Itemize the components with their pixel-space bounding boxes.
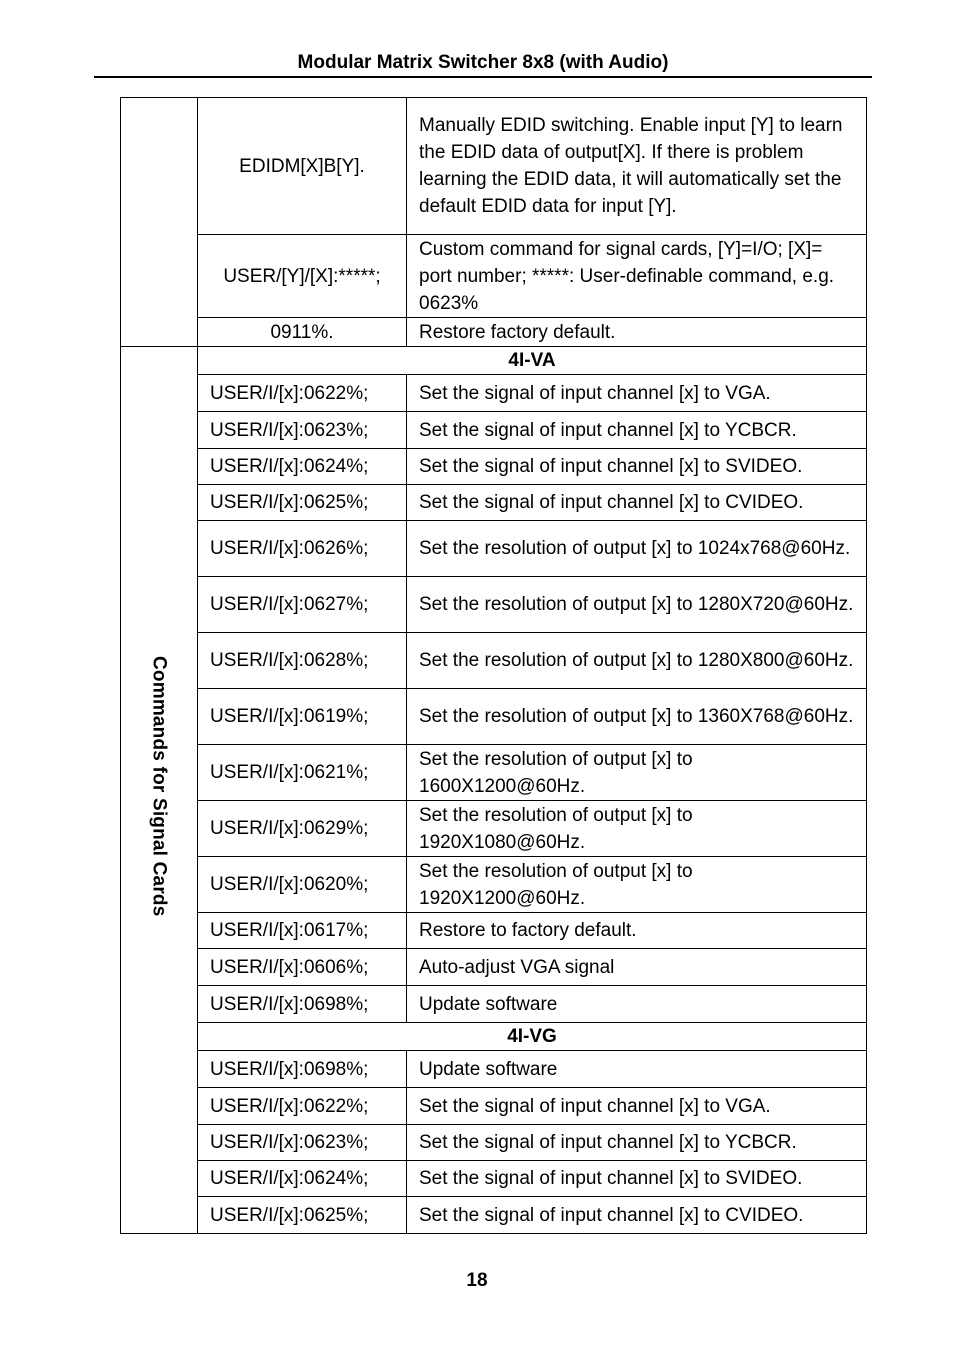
table-row — [121, 375, 867, 412]
command-cell: USER/[Y]/[X]:*****; — [198, 235, 407, 318]
description-cell: Set the resolution of output [x] to 1920X1080@60Hz. — [407, 801, 867, 857]
description-cell: Set the signal of input channel [x] to SVIDEO. — [407, 1161, 867, 1197]
table-row — [121, 633, 867, 689]
command-cell: EDIDM[X]B[Y]. — [198, 98, 407, 235]
category-label: Commands for Signal Cards — [148, 655, 170, 917]
command-cell: USER/I/[x]:0606%; — [198, 949, 407, 986]
command-cell: USER/I/[x]:0617%; — [198, 913, 407, 949]
command-cell: USER/I/[x]:0626%; — [198, 521, 407, 577]
description-cell: Set the signal of input channel [x] to SVIDEO. — [407, 449, 867, 485]
table-row — [121, 521, 867, 577]
command-cell: USER/I/[x]:0698%; — [198, 986, 407, 1023]
page-number: 18 — [466, 1270, 488, 1291]
section-row — [121, 1023, 867, 1051]
command-cell: USER/I/[x]:0623%; — [198, 412, 407, 449]
description-cell: Set the signal of input channel [x] to CVIDEO. — [407, 485, 867, 521]
description-cell: Set the signal of input channel [x] to YCBCR. — [407, 412, 867, 449]
table-row — [121, 235, 867, 318]
table-row — [121, 577, 867, 633]
table-row — [121, 1051, 867, 1088]
table-row — [121, 1161, 867, 1197]
command-cell: USER/I/[x]:0621%; — [198, 745, 407, 801]
description-cell: Set the signal of input channel [x] to VGA. — [407, 375, 867, 412]
table-row — [121, 1197, 867, 1234]
description-cell: Auto-adjust VGA signal — [407, 949, 867, 986]
section-title-4ivg: 4I-VG — [198, 1023, 867, 1051]
category-cell-empty — [121, 98, 198, 347]
command-cell: USER/I/[x]:0624%; — [198, 1161, 407, 1197]
section-row — [121, 347, 867, 375]
command-cell: USER/I/[x]:0625%; — [198, 1197, 407, 1234]
command-cell: USER/I/[x]:0625%; — [198, 485, 407, 521]
table-row — [121, 986, 867, 1023]
category-cell — [121, 347, 198, 1234]
command-cell: USER/I/[x]:0619%; — [198, 689, 407, 745]
page-header-title: Modular Matrix Switcher 8x8 (with Audio) — [297, 52, 669, 73]
description-cell: Set the signal of input channel [x] to CVIDEO. — [407, 1197, 867, 1234]
table-row — [121, 1125, 867, 1161]
table-row — [121, 689, 867, 745]
table-row — [121, 412, 867, 449]
table-row — [121, 801, 867, 857]
command-cell: 0911%. — [198, 318, 407, 347]
description-cell: Update software — [407, 986, 867, 1023]
description-cell: Set the signal of input channel [x] to YCBCR. — [407, 1125, 867, 1161]
table-row — [121, 485, 867, 521]
table-row — [121, 449, 867, 485]
command-cell: USER/I/[x]:0622%; — [198, 1088, 407, 1125]
description-cell: Set the resolution of output [x] to 1920X1200@60Hz. — [407, 857, 867, 913]
table-row — [121, 745, 867, 801]
section-title-4iva: 4I-VA — [198, 347, 867, 375]
table-row — [121, 318, 867, 347]
description-cell: Manually EDID switching. Enable input [Y] to learn the EDID data of output[X]. If there is problem learning the EDID data, it will automatically set the default EDID data for input [Y]. — [407, 98, 867, 235]
command-cell: USER/I/[x]:0698%; — [198, 1051, 407, 1088]
command-cell: USER/I/[x]:0628%; — [198, 633, 407, 689]
command-cell: USER/I/[x]:0620%; — [198, 857, 407, 913]
description-cell: Set the resolution of output [x] to 1280X720@60Hz. — [407, 577, 867, 633]
command-cell: USER/I/[x]:0624%; — [198, 449, 407, 485]
command-cell: USER/I/[x]:0629%; — [198, 801, 407, 857]
table-row — [121, 857, 867, 913]
description-cell: Restore to factory default. — [407, 913, 867, 949]
description-cell: Set the resolution of output [x] to 1600X1200@60Hz. — [407, 745, 867, 801]
description-cell: Restore factory default. — [407, 318, 867, 347]
description-cell: Custom command for signal cards, [Y]=I/O; [X]= port number; *****: User-definable command, e.g. 0623% — [407, 235, 867, 318]
table-row — [121, 98, 867, 235]
description-cell: Set the resolution of output [x] to 1360X768@60Hz. — [407, 689, 867, 745]
command-cell: USER/I/[x]:0627%; — [198, 577, 407, 633]
description-cell: Set the signal of input channel [x] to VGA. — [407, 1088, 867, 1125]
command-table — [120, 97, 867, 1234]
table-row — [121, 913, 867, 949]
command-cell: USER/I/[x]:0622%; — [198, 375, 407, 412]
description-cell: Set the resolution of output [x] to 1024x768@60Hz. — [407, 521, 867, 577]
header-rule — [94, 76, 872, 78]
command-cell: USER/I/[x]:0623%; — [198, 1125, 407, 1161]
table-row — [121, 949, 867, 986]
description-cell: Update software — [407, 1051, 867, 1088]
description-cell: Set the resolution of output [x] to 1280X800@60Hz. — [407, 633, 867, 689]
table-row — [121, 1088, 867, 1125]
